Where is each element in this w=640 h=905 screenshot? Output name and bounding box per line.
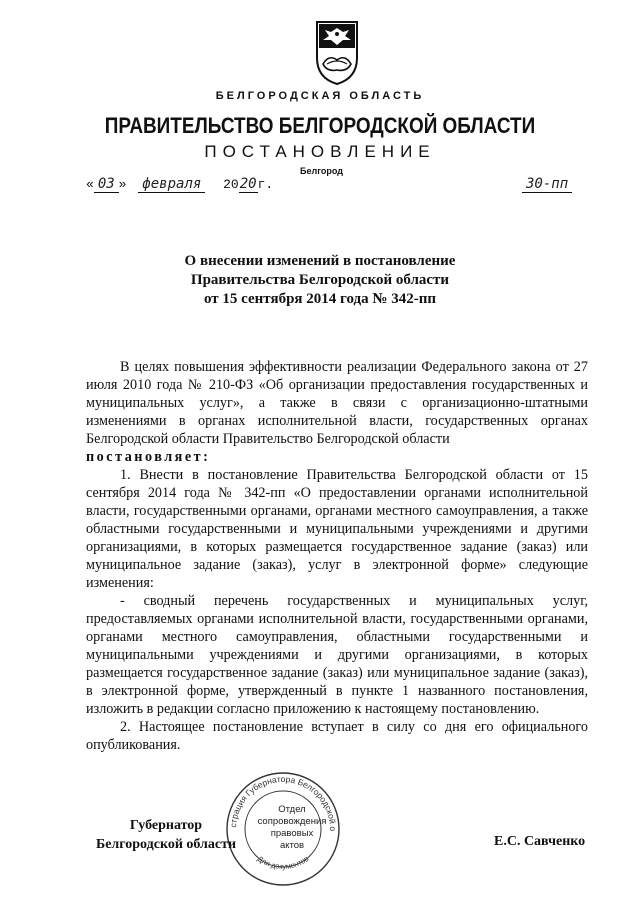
signatory-position-line-1: Губернатор — [129, 818, 203, 833]
city-label: Белгород — [300, 166, 343, 176]
document-type: ПОСТАНОВЛЕНИЕ — [204, 142, 436, 161]
date-year-prefix: 20 — [223, 177, 239, 192]
title-line-3: от 15 сентября 2014 года № 342-пп — [203, 291, 436, 307]
date-close-quote: » — [118, 177, 127, 192]
stamp-line-4: актов — [279, 840, 305, 851]
stamp-ring-text: страция Губернатора Белгородской о — [227, 773, 339, 832]
svg-text:Для документов — [256, 854, 311, 871]
date-line — [86, 176, 273, 192]
resolves-colon: : — [203, 449, 208, 465]
signatory-name: Е.С. Савченко — [494, 834, 586, 849]
preamble-paragraph: В целях повышения эффективности реализации Федерального закона от 27 июля 2010 года № 210-ФЗ «Об организации предоставления государственных и муниципальных услуг», а также в связи с организационно-штатными изменениями в органах исполнительной власти, государственных органах Белгородской области Правительство Белгородской области — [86, 359, 588, 447]
title-line-1: О внесении изменений в постановление — [184, 253, 456, 269]
resolves-line — [86, 448, 588, 466]
item-2-paragraph: 2. Настоящее постановление вступает в силу со дня его официального опубликования. — [86, 719, 588, 753]
number-value: 30-пп — [522, 176, 572, 193]
stamp-line-1: Отдел — [278, 804, 306, 815]
resolves-word: постановляет — [86, 449, 204, 465]
stamp-ring-bottom: Для документов — [255, 854, 311, 871]
document-body — [86, 358, 588, 754]
document-number — [522, 176, 572, 192]
item-1-paragraph: 1. Внести в постановление Правительства Белгородской области от 15 сентября 2014 года № 342-пп «О предоставлении органами исполнительной власти, государственными органами, органами местного самоуправления, а также областными государственными и муниципальными учреждениями и другими организациями, в которых размещается государственное задание (заказ) или муниципальное задание (заказ), услуг в электронной форме» следующие изменения: — [86, 467, 588, 591]
signatory-position-line-2: Белгородской области — [95, 837, 237, 852]
stamp-inner-text — [254, 804, 330, 852]
signatory-position — [84, 816, 248, 854]
stamp-line-2: сопровождения — [257, 816, 327, 827]
date-day: 03 — [94, 176, 119, 193]
region-heading: БЕЛГОРОДСКАЯ ОБЛАСТЬ — [215, 90, 425, 102]
government-heading: ПРАВИТЕЛЬСТВО БЕЛГОРОДСКОЙ ОБЛАСТИ — [104, 113, 536, 138]
date-month: февраля — [138, 176, 205, 193]
date-open-quote: « — [86, 177, 94, 192]
item-1-sub-paragraph: - сводный перечень государственных и муниципальных услуг, предоставляемых органами исполнительной власти, государственными органами, органами местного самоуправления, областными государственными и муниципальными учреждениями и другими организациями, в которых размещается государственное задание (заказ) или муниципальное задание (заказ), в электронной форме, утвержденный в пункте 1 названного постановления, изложить в редакции согласно приложению к настоящему постановлению. — [86, 593, 588, 717]
date-year-suffix: 20 — [239, 176, 257, 192]
date-year-label: г. — [257, 177, 274, 192]
coat-of-arms-icon — [311, 18, 363, 86]
stamp-line-3: правовых — [270, 828, 314, 839]
title-line-2: Правительства Белгородской области — [190, 272, 450, 288]
